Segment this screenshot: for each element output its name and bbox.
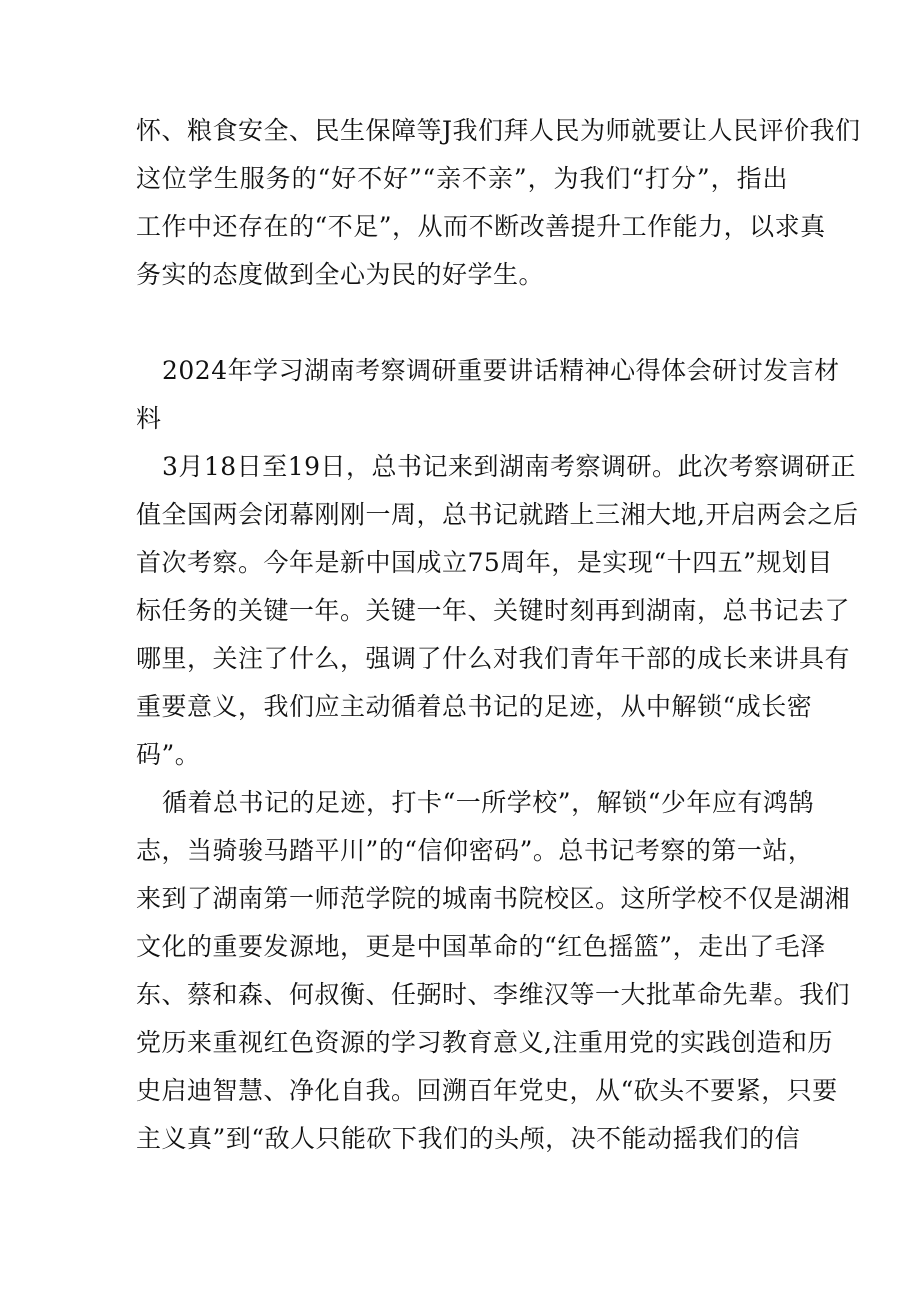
title-line: 料 bbox=[136, 404, 162, 433]
paragraph-line: 循着总书记的足迹，打卡“一所学校”，解锁“少年应有鸿鹄 bbox=[162, 788, 814, 817]
paragraph-line: 志，当骑骏马踏平川”的“信仰密码”。总书记考察的第一站， bbox=[136, 836, 814, 865]
paragraph-line: 重要意义，我们应主动循着总书记的足迹，从中解锁“成长密 bbox=[136, 692, 813, 721]
paragraph-line: 务实的态度做到全心为民的好学生。 bbox=[136, 260, 545, 289]
paragraph-line: 史启迪智慧、净化自我。回溯百年党史，从“砍头不要紧，只要 bbox=[136, 1076, 838, 1105]
paragraph-line: 来到了湖南第一师范学院的城南书院校区。这所学校不仅是湖湘 bbox=[136, 884, 851, 913]
paragraph-line: 党历来重视红色资源的学习教育意义,注重用党的实践创造和历 bbox=[136, 1028, 833, 1057]
paragraph-line: 工作中还存在的“不足”，从而不断改善提升工作能力，以求真 bbox=[136, 212, 826, 241]
paragraph-line: 值全国两会闭幕刚刚一周，总书记就踏上三湘大地,开启两会之后 bbox=[136, 500, 859, 529]
paragraph-line: 怀、粮食安全、民生保障等J我们拜人民为师就要让人民评价我们 bbox=[136, 116, 861, 145]
paragraph-school bbox=[136, 779, 851, 1163]
paragraph-intro bbox=[136, 443, 859, 779]
paragraph-line: 东、蔡和森、何叔衡、任弼时、李维汉等一大批革命先辈。我们 bbox=[136, 980, 851, 1009]
title-line: 2024年学习湖南考察调研重要讲话精神心得体会研讨发言材 bbox=[162, 356, 840, 385]
paragraph-line: 标任务的关键一年。关键一年、关键时刻再到湖南，总书记去了 bbox=[136, 596, 851, 625]
document-title bbox=[136, 347, 840, 443]
paragraph-line: 主义真”到“敌人只能砍下我们的头颅，决不能动摇我们的信 bbox=[136, 1124, 801, 1153]
paragraph-line: 码”。 bbox=[136, 740, 201, 769]
paragraph-line: 这位学生服务的“好不好”“亲不亲”，为我们“打分”，指出 bbox=[136, 164, 788, 193]
paragraph-line: 3月18日至19日，总书记来到湖南考察调研。此次考察调研正 bbox=[162, 452, 857, 481]
paragraph-line: 哪里，关注了什么，强调了什么对我们青年干部的成长来讲具有 bbox=[136, 644, 851, 673]
paragraph-line: 首次考察。今年是新中国成立75周年，是实现“十四五”规划目 bbox=[136, 548, 833, 577]
paragraph-continuation bbox=[136, 107, 861, 299]
paragraph-line: 文化的重要发源地，更是中国革命的“红色摇篮”，走出了毛泽 bbox=[136, 932, 826, 961]
